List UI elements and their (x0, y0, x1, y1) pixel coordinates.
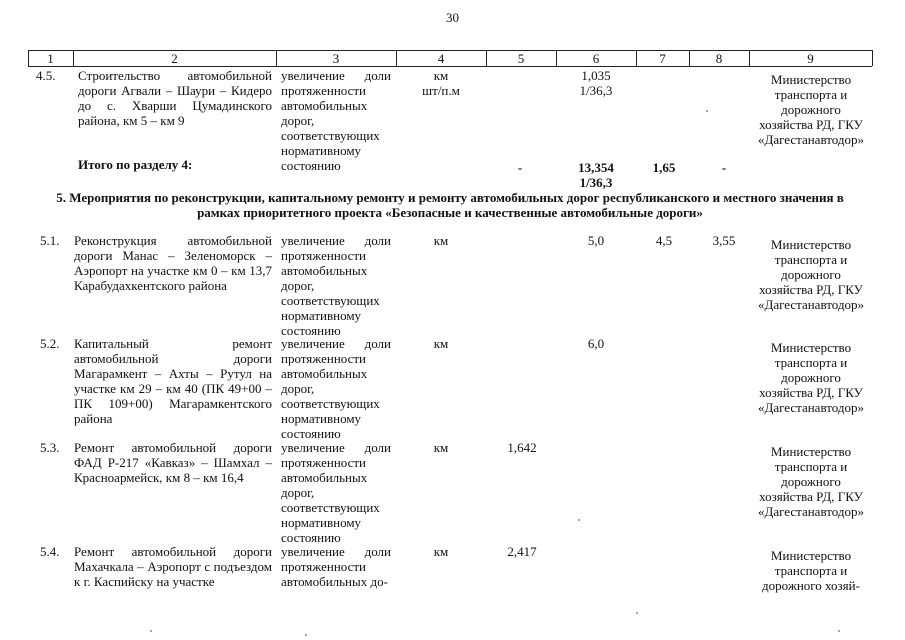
header-cell-9: 9 (807, 51, 814, 66)
section-heading: 5. Мероприятия по реконструкции, капитальному ремонту и ремонту автомобильных дорог республиканского и местного значения в рамках приоритетного проекта «Безопасные и качественные автомобильные дороги» (56, 190, 844, 220)
header-cell-2: 2 (171, 51, 178, 66)
row-name: Ремонт автомобильной дороги ФАД Р-217 «Кавказ» – Шамхал – Красноармейск, км 8 – км 16,4 (74, 440, 272, 485)
row-executor: Министерство транспорта и дорожного хозяйства РД, ГКУ «Дагестанавтодор» (757, 444, 865, 519)
row-number: 5.2. (40, 336, 60, 351)
header-cell-8: 8 (715, 51, 723, 66)
table-row (0, 540, 905, 600)
row-col6: 1,035 1/36,3 (579, 68, 613, 98)
row-col6: 6,0 (587, 336, 605, 351)
row-indicator: увеличение доли протяженности автомобильных дорог, соответствующих нормативному состоянию (281, 233, 391, 338)
header-cell-5: 5 (517, 51, 525, 66)
scan-speck (838, 630, 840, 632)
row-executor: Министерство транспорта и дорожного хозяйства РД, ГКУ «Дагестанавтодор» (757, 72, 865, 147)
row-name: Реконструкция автомобильной дороги Манас – Зеленоморск – Аэропорт на участке км 0 – км 13,7 Карабудахкентского района (74, 233, 272, 293)
row-unit: км (433, 440, 449, 455)
col-divider (872, 50, 873, 66)
row-col8: 3,55 (712, 233, 736, 248)
header-bottom-border (28, 66, 872, 67)
row-name: Строительство автомобильной дороги Агвали – Шаури – Кидеро до с. Хварши Цумадинского района, км 5 – км 9 (78, 68, 272, 128)
row-executor: Министерство транспорта и дорожного хозяйства РД, ГКУ «Дагестанавтодор» (757, 237, 865, 312)
row-indicator: увеличение доли протяженности автомобильных дорог, соответствующих нормативному состоянию (281, 336, 391, 441)
scan-speck (636, 612, 638, 614)
row-name: Капитальный ремонт автомобильной дороги Магарамкент – Ахты – Рутул на участке км 29 – км 40 (ПК 49+00 – ПК 109+00) Магарамкентского района (74, 336, 272, 426)
header-cell-7: 7 (659, 51, 666, 66)
row-executor: Министерство транспорта и дорожного хозяй- (762, 548, 860, 593)
total-label: Итого по разделу 4: (78, 157, 193, 172)
scan-speck (305, 634, 307, 636)
row-indicator: увеличение доли протяженности автомобильных дорог, соответствующих нормативному состоянию (281, 440, 391, 545)
total-col8: - (721, 160, 727, 175)
row-executor: Министерство транспорта и дорожного хозяйства РД, ГКУ «Дагестанавтодор» (757, 340, 865, 415)
page-number: 30 (446, 10, 459, 25)
total-col7: 1,65 (652, 160, 676, 175)
header-cell-6: 6 (592, 51, 600, 66)
row-col6: 5,0 (587, 233, 605, 248)
row-col7: 4,5 (655, 233, 673, 248)
row-number: 5.1. (40, 233, 60, 248)
row-indicator: увеличение доли протяженности автомобильных до- (281, 544, 391, 589)
scan-speck (706, 110, 708, 112)
row-col5: 1,642 (507, 440, 537, 455)
row-number: 5.3. (40, 440, 60, 455)
scan-speck (578, 519, 580, 521)
row-unit: км (433, 336, 449, 351)
header-cell-3: 3 (332, 51, 340, 66)
row-unit: км (433, 233, 449, 248)
header-cell-4: 4 (437, 51, 445, 66)
header-cell-1: 1 (47, 51, 54, 66)
row-unit: км шт/п.м (422, 68, 460, 98)
total-col6: 13,354 1/36,3 (578, 160, 614, 190)
row-unit: км (433, 544, 449, 559)
row-number: 5.4. (40, 544, 60, 559)
total-col5: - (517, 160, 523, 175)
row-name: Ремонт автомобильной дороги Махачкала – Аэропорт с подъездом к г. Каспийску на участке (74, 544, 272, 589)
row-number: 4.5. (36, 68, 56, 83)
scan-speck (150, 630, 152, 632)
row-indicator: увеличение доли протяженности автомобильных дорог, соответствующих нормативному состоянию (281, 68, 391, 173)
row-col5: 2,417 (507, 544, 537, 559)
